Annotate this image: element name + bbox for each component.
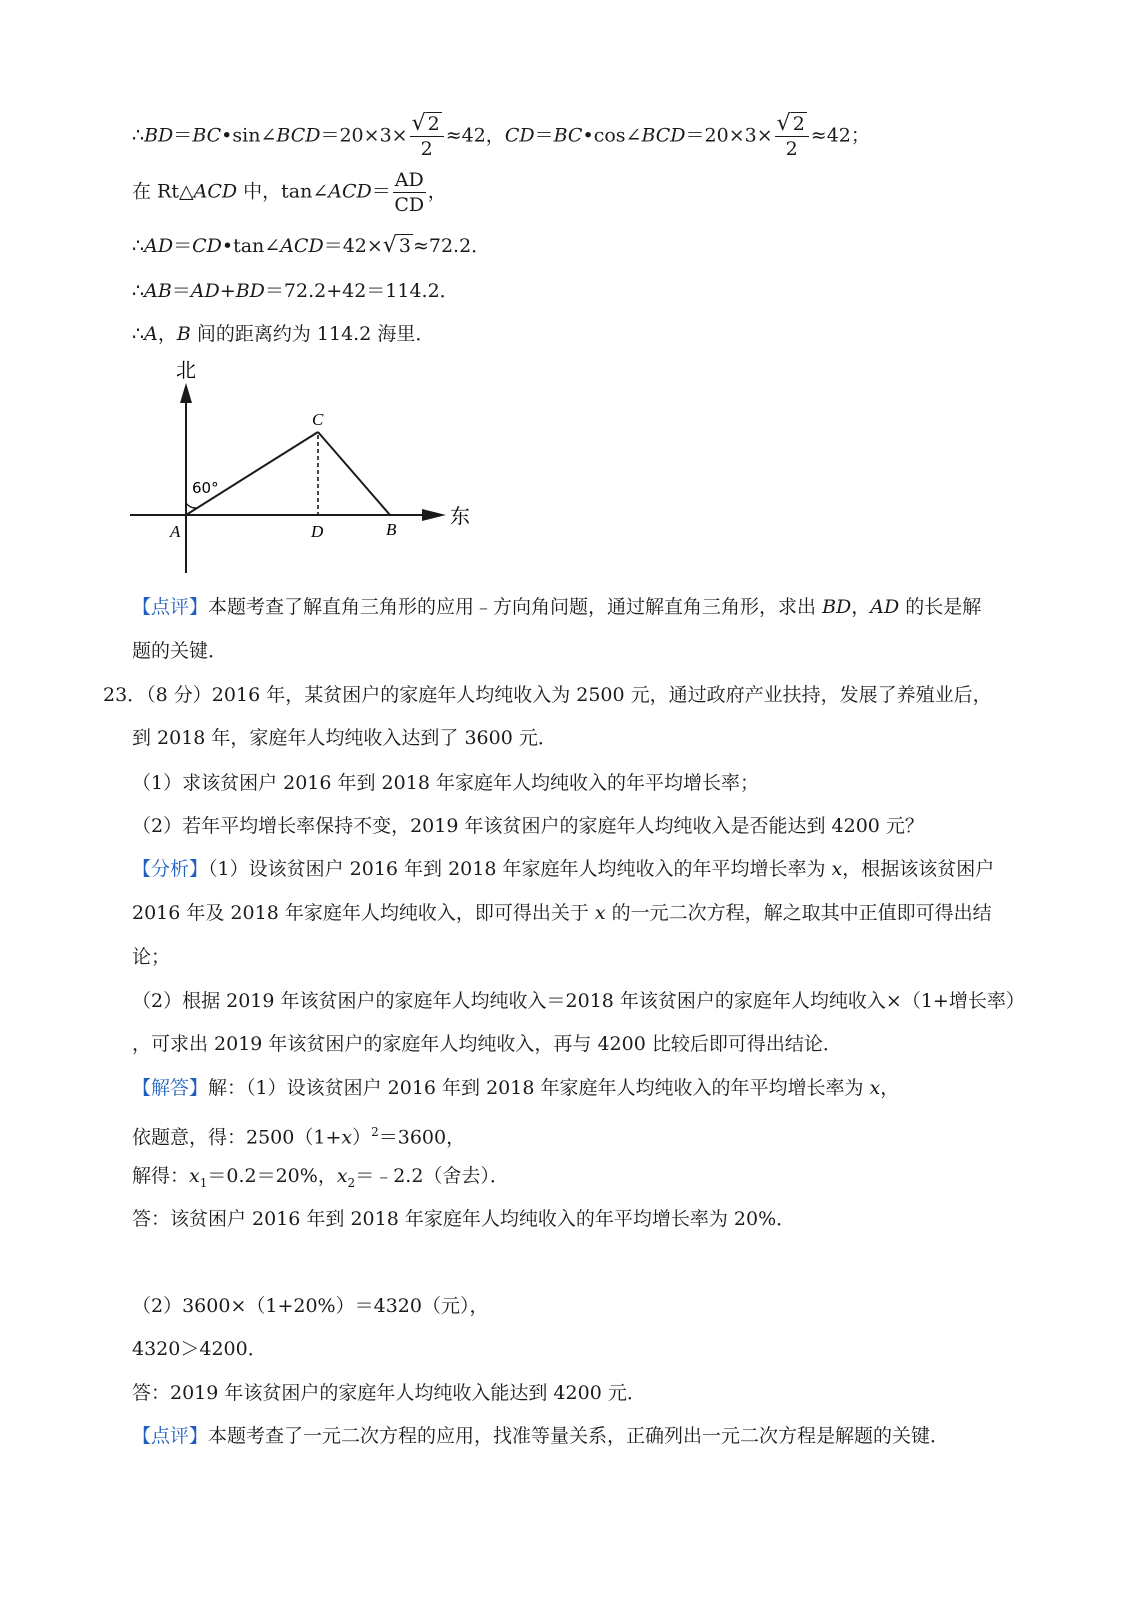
comment-tag: 【点评】 <box>132 1425 209 1447</box>
angle-arc <box>186 503 196 508</box>
comment-tag: 【点评】 <box>132 596 209 618</box>
solution-roots: 解得：$x_1=0.2=20\%$，$x_2=﹣2.2$（舍去）． <box>132 1165 509 1190</box>
line-comment-1-cont: 题的关键． <box>132 640 228 662</box>
line-ab: ∴AB＝AD+BD＝72.2+42＝114.2． <box>132 280 459 302</box>
label-point-b: B <box>386 520 397 539</box>
question-23-line1: 23．（8 分）2016 年，某贫困户的家庭年人均纯收入为 2500 元，通过政府产业扶持，发展了养殖业后， <box>103 684 992 706</box>
solution-answer2: 答：2019 年该贫困户的家庭年人均纯收入能达到 4200 元． <box>132 1382 646 1404</box>
solution-tag: 【解答】 <box>132 1077 209 1099</box>
solution-line1: 【解答】解：（1）设该贫困户 2016 年到 2018 年家庭年人均纯收入的年平均增长率为 x， <box>132 1077 900 1099</box>
analysis-line1: 【分析】（1）设该贫困户 2016 年到 2018 年家庭年人均纯收入的年平均增长率为 x，根据该该贫困户 <box>132 858 995 880</box>
label-point-a: A <box>170 522 181 541</box>
line-bd-cd: ∴BD＝BC•sin∠BCD＝20×3× $\frac{√ 2}{2}$ ≈42，CD＝BC•cos∠BCD＝20×3× $\frac{√ 2}{2}$ ≈42； <box>132 111 870 160</box>
solution-part2-calc: （2）3600×（1+20%）＝4320（元）， <box>132 1295 489 1317</box>
analysis-line2: 2016 年及 2018 年家庭年人均纯收入，即可得出关于 x 的一元二次方程，解之取其中正值即可得出结 <box>132 902 992 924</box>
solution-part2-compare: 4320＞4200． <box>132 1338 267 1360</box>
fraction-ad-over-cd: $\frac{AD}{CD}$ <box>394 169 425 216</box>
analysis-tag: 【分析】 <box>132 858 209 880</box>
question-23-part2: （2）若年平均增长率保持不变，2019 年该贫困户的家庭年人均纯收入是否能达到 4200 元？ <box>132 815 924 837</box>
label-angle-60: 60° <box>192 479 219 497</box>
direction-angle-figure <box>128 355 488 580</box>
fraction-sqrt2-over-2: $\frac{√ 2}{2}$ <box>775 112 809 161</box>
analysis-line5: ，可求出 2019 年该贫困户的家庭年人均纯收入，再与 4200 比较后即可得出结论． <box>132 1033 842 1055</box>
line-comment-1: 【点评】本题考查了解直角三角形的应用﹣方向角问题，通过解直角三角形，求出 BD，AD 的长是解 <box>132 596 982 618</box>
segment-ac <box>186 432 318 515</box>
fraction-sqrt2-over-2: $\frac{√ 2}{2}$ <box>410 112 444 161</box>
question-23-line2: 到 2018 年，家庭年人均纯收入达到了 3600 元． <box>132 727 557 749</box>
question-23-part1: （1）求该贫困户 2016 年到 2018 年家庭年人均纯收入的年平均增长率； <box>132 772 759 794</box>
label-point-d: D <box>311 522 324 541</box>
solution-equation: 依题意，得：$2500(1+x)^2=3600$， <box>132 1125 466 1149</box>
segment-cb <box>318 432 390 515</box>
line-ad: ∴AD＝CD•tan∠ACD＝42×√ 3 ≈72.2． <box>132 233 491 258</box>
east-arrow-icon <box>422 509 446 521</box>
line-distance: ∴A，B 间的距离约为 114.2 海里． <box>132 323 435 345</box>
label-north: 北 <box>176 358 196 382</box>
solution-answer1: 答：该贫困户 2016 年到 2018 年家庭年人均纯收入的年平均增长率为 20%． <box>132 1208 796 1230</box>
analysis-line4: （2）根据 2019 年该贫困户的家庭年人均纯收入＝2018 年该贫困户的家庭年人均纯收入×（1+增长率） <box>132 990 1025 1012</box>
line-tan-acd: 在 Rt△ACD 中，tan∠ACD＝ $\frac{AD}{CD}$ ， <box>132 169 447 216</box>
label-point-c: C <box>312 410 324 429</box>
analysis-line3: 论； <box>132 946 171 968</box>
north-arrow-icon <box>180 383 192 403</box>
label-east: 东 <box>450 504 470 528</box>
line-comment-2: 【点评】本题考查了一元二次方程的应用，找准等量关系，正确列出一元二次方程是解题的关键． <box>132 1425 950 1447</box>
